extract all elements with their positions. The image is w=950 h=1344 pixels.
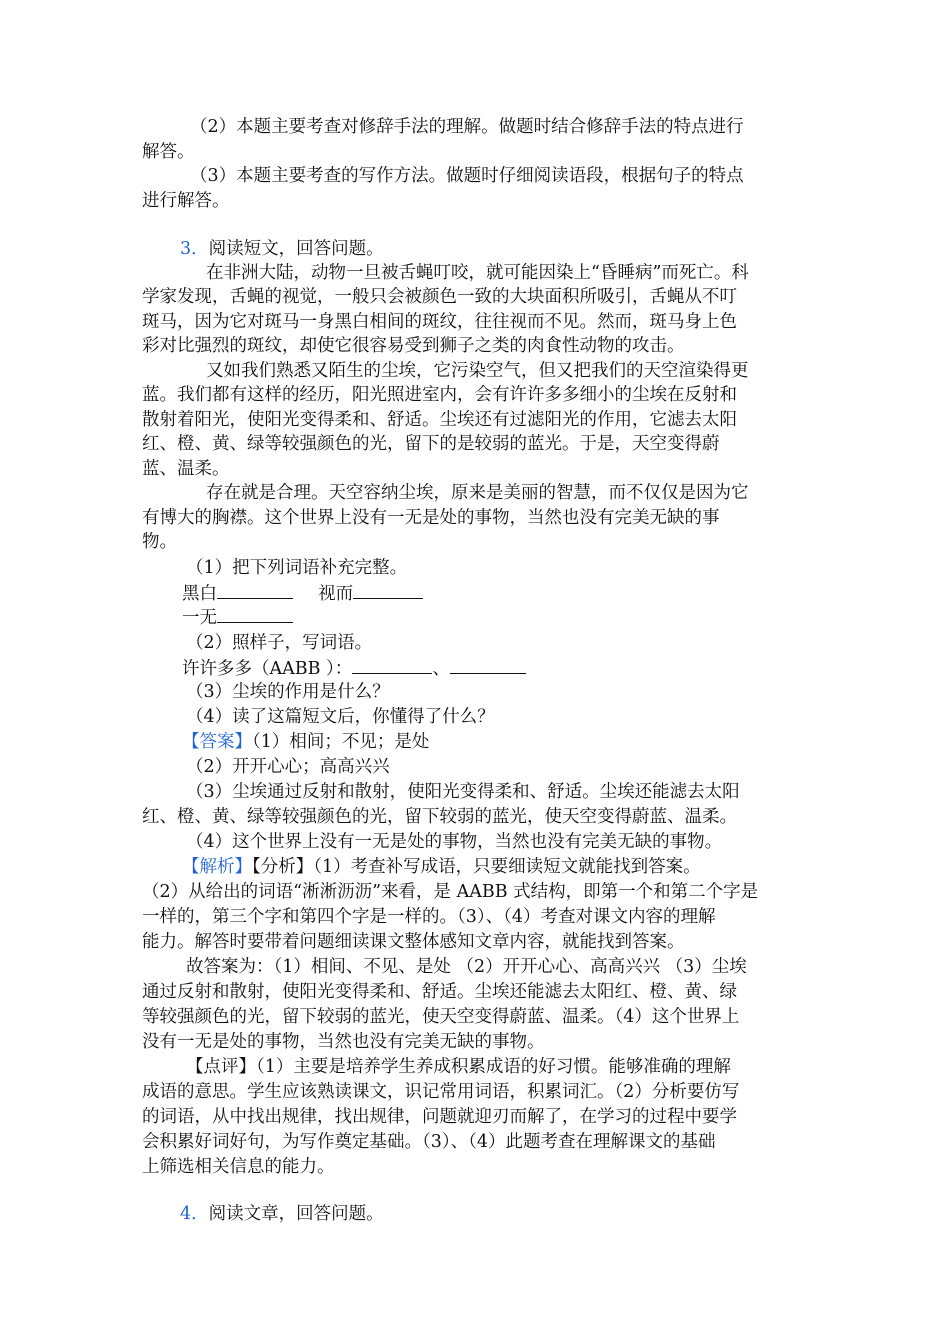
analysis-line: 上筛选相关信息的能力。 [142,1157,335,1177]
question-title: 阅读短文，回答问题。 [208,239,384,259]
answer-line: （3）尘埃通过反射和散射，使阳光变得柔和、舒适。尘埃还能滤去太阳 [186,782,740,802]
question-number: 4． [180,1204,209,1224]
analysis-line: （2）从给出的词语“淅淅沥沥”来看，是 AABB 式结构，即第一个和第二个字是 [142,882,759,902]
fill-blank-row [182,605,293,630]
fill-word: 一无 [182,608,217,628]
sub-question-1: （1）把下列词语补充完整。 [186,558,408,578]
answer-blank[interactable] [450,656,526,674]
passage-line: 学家发现，舌蝇的视觉，一般只会被颜色一致的大块面积所吸引，舌蝇从不叮 [142,287,737,307]
analysis-line: 成语的意思。学生应该熟读课文，识记常用词语，积累词汇。（2）分析要仿写 [142,1082,740,1102]
sub-question-2: （2）照样子，写词语。 [186,633,373,653]
passage-line: 蓝。我们都有这样的经历，阳光照进室内，会有许许多多细小的尘埃在反射和 [142,385,737,405]
analysis-line: 【点评】（1）主要是培养学生养成积累成语的好习惯。能够准确的理解 [186,1057,731,1077]
answer-text: （1）相间；不见；是处 [252,732,430,752]
answer-blank[interactable] [353,581,423,599]
passage-line: 红、橙、黄、绿等较强颜色的光，留下的是较弱的蓝光。于是，天空变得蔚 [142,434,720,454]
passage-line: 彩对比强烈的斑纹，却使它很容易受到狮子之类的肉食性动物的攻击。 [142,336,685,356]
analysis-line: 等较强颜色的光，留下较弱的蓝光，使天空变得蔚蓝、温柔。（4）这个世界上 [142,1007,740,1027]
analysis-text: 【分析】（1）考查补写成语，只要细读短文就能找到答案。 [252,857,701,877]
prev-note-line: （3）本题主要考查的写作方法。做题时仔细阅读语段，根据句子的特点 [190,166,744,186]
sub-question-3: （3）尘埃的作用是什么？ [186,682,390,702]
answer-line: （4）这个世界上没有一无是处的事物，当然也没有完美无缺的事物。 [186,832,723,852]
answer-line: 红、橙、黄、绿等较强颜色的光，留下较弱的蓝光，使天空变得蔚蓝、温柔。 [142,807,737,827]
passage-line: 斑马，因为它对斑马一身黑白相间的斑纹，往往视而不见。然而，斑马身上色 [142,312,737,332]
passage-line: 物。 [142,532,177,552]
answer-tag: 【答案】 [182,732,252,752]
question-heading [180,1202,384,1226]
answer-line [182,730,429,754]
question-number: 3． [180,239,209,259]
answer-blank[interactable] [217,605,293,623]
pattern-prompt: 许许多多（AABB ）： [182,659,353,679]
passage-line: 有博大的胸襟。这个世界上没有一无是处的事物，当然也没有完美无缺的事 [142,508,720,528]
prev-note-line: 解答。 [142,142,195,162]
analysis-line: 会积累好词好句，为写作奠定基础。（3）、（4）此题考查在理解课文的基础 [142,1132,716,1152]
separator: 、 [432,659,450,679]
passage-line: 存在就是合理。天空容纳尘埃，原来是美丽的智慧，而不仅仅是因为它 [206,483,749,503]
analysis-tag: 【解析】 [182,857,252,877]
fill-word: 黑白 [182,584,217,604]
analysis-line: 一样的，第三个字和第四个字是一样的。（3）、（4）考查对课文内容的理解 [142,907,716,927]
fill-word: 视而 [318,584,354,604]
answer-blank[interactable] [352,656,432,674]
answer-line: （2）开开心心；高高兴兴 [186,757,390,777]
prev-note-line: 进行解答。 [142,191,230,211]
passage-line: 又如我们熟悉又陌生的尘埃，它污染空气，但又把我们的天空渲染得更 [206,361,749,381]
analysis-line: 能力。解答时要带着问题细读课文整体感知文章内容，就能找到答案。 [142,932,685,952]
analysis-line [182,855,701,879]
prev-note-line: （2）本题主要考查对修辞手法的理解。做题时结合修辞手法的特点进行 [190,117,744,137]
passage-line: 在非洲大陆，动物一旦被舌蝇叮咬，就可能因染上“昏睡病”而死亡。科 [206,263,749,283]
fill-blank-row [182,656,526,681]
question-heading [180,237,384,261]
answer-blank[interactable] [217,581,293,599]
question-title: 阅读文章，回答问题。 [208,1204,384,1224]
passage-line: 散射着阳光，使阳光变得柔和、舒适。尘埃还有过滤阳光的作用，它滤去太阳 [142,410,737,430]
sub-question-4: （4）读了这篇短文后，你懂得了什么？ [186,707,495,727]
passage-line: 蓝、温柔。 [142,459,230,479]
analysis-line: 通过反射和散射，使阳光变得柔和、舒适。尘埃还能滤去太阳红、橙、黄、绿 [142,982,737,1002]
fill-blank-row [182,581,423,606]
analysis-line: 没有一无是处的事物，当然也没有完美无缺的事物。 [142,1032,545,1052]
analysis-line: 故答案为：（1）相间、不见、是处 （2）开开心心、高高兴兴 （3）尘埃 [186,957,747,977]
analysis-line: 的词语，从中找出规律，找出规律，问题就迎刃而解了，在学习的过程中要学 [142,1107,737,1127]
